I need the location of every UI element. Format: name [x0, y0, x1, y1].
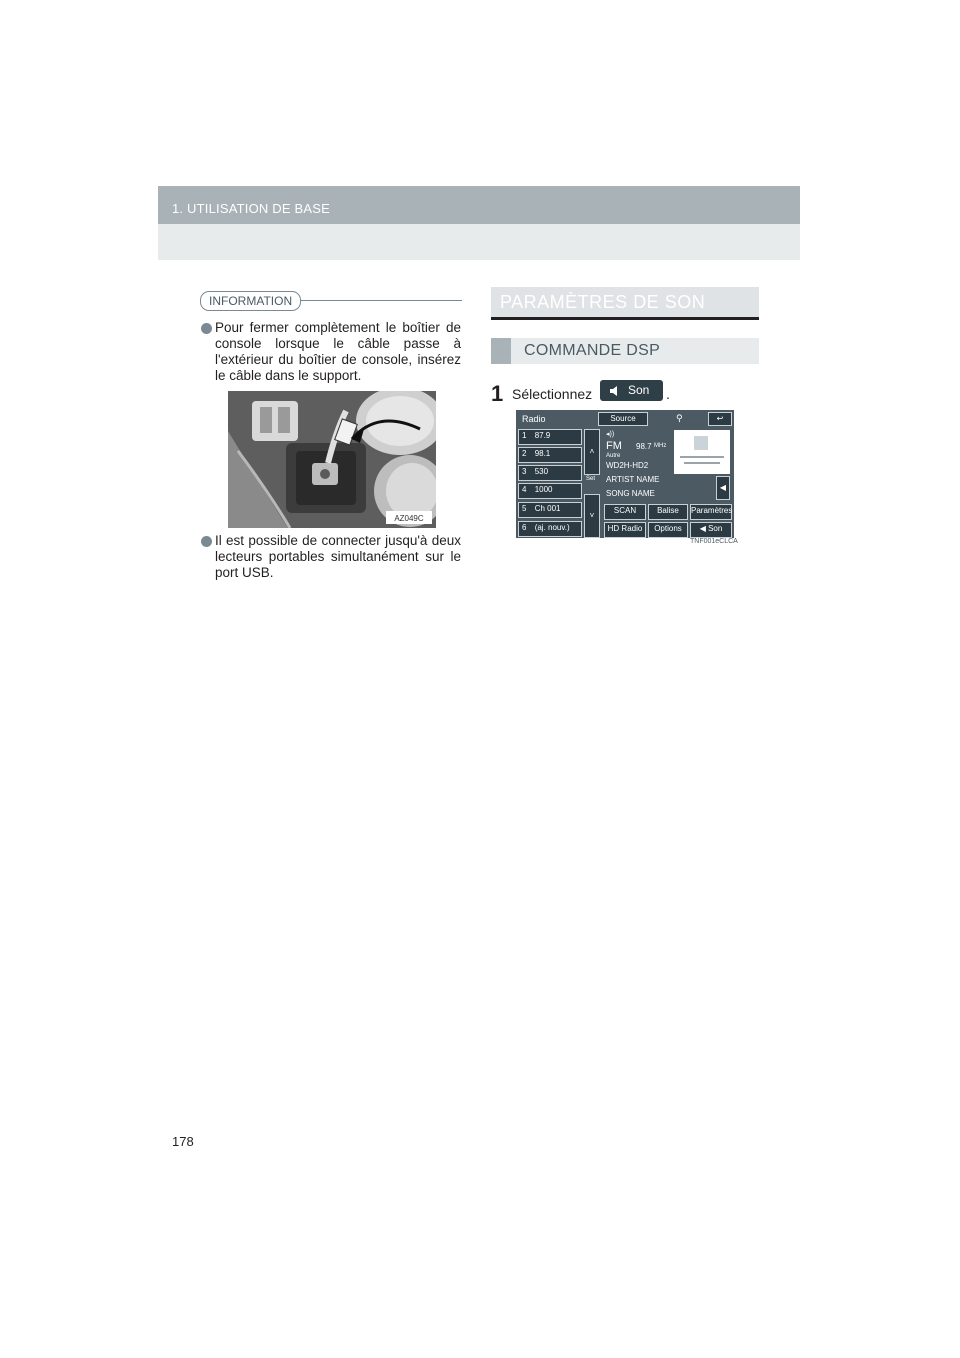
back-button[interactable] — [708, 412, 732, 426]
preset-button-5[interactable] — [518, 502, 582, 518]
source-button[interactable]: Source — [598, 412, 648, 426]
album-art — [674, 430, 730, 474]
preset-button-3[interactable] — [518, 465, 582, 481]
preset-num: 4 — [522, 485, 527, 494]
section-title: PARAMÈTRES DE SON — [500, 292, 706, 312]
preset-button-6[interactable] — [518, 521, 582, 537]
radio-screen — [516, 410, 734, 538]
son-button-inline — [600, 380, 663, 401]
preset-label: (aj. nouv.) — [534, 523, 570, 532]
station-label: WD2H-HD2 — [606, 461, 649, 470]
info-paragraph-1: Pour fermer complètement le boîtier de console lorsque le câble passe à l'extérieur du boîtier de console, insérez le câble dans le support. — [215, 320, 461, 383]
preset-num: 3 — [522, 467, 527, 476]
preset-label: 87.9 — [534, 431, 551, 440]
balise-button[interactable]: Balise — [648, 504, 688, 520]
artist-label: ARTIST NAME — [606, 475, 660, 484]
frequency-unit: MHz — [654, 443, 667, 449]
signal-icon: ◂)) — [606, 431, 615, 438]
preset-button-4[interactable] — [518, 483, 582, 499]
console-illustration — [228, 391, 436, 528]
scroll-down-button[interactable] — [584, 494, 600, 538]
photo-code: AZ049C — [394, 514, 424, 523]
preset-num: 1 — [522, 431, 527, 440]
step-number: 1 — [491, 381, 504, 406]
preset-label: 98.1 — [534, 449, 551, 458]
section-title-rule — [491, 317, 759, 320]
mic-icon: ⚲ — [676, 413, 683, 423]
bullet-icon — [201, 536, 212, 547]
chevron-up-icon: ˄ — [589, 447, 595, 456]
subsection-title: COMMANDE DSP — [524, 342, 661, 359]
chapter-title: 1. UTILISATION DE BASE — [172, 201, 331, 216]
arrow-left-icon: ◀ — [719, 483, 727, 492]
band-label: FM — [606, 440, 622, 452]
screen-title: Radio — [522, 414, 546, 424]
step-period: . — [666, 386, 670, 402]
preset-num: 2 — [522, 449, 527, 458]
subsection-marker — [491, 338, 511, 364]
screen-image-code: TNF001eCLCA — [690, 538, 738, 545]
scan-button[interactable]: SCAN — [604, 504, 646, 520]
console-photo — [228, 391, 436, 528]
options-button[interactable]: Options — [648, 522, 688, 538]
hd-radio-button[interactable]: HD Radio — [604, 522, 646, 538]
genre-label: Autre — [606, 453, 621, 459]
preset-label: 1000 — [534, 485, 553, 494]
song-label: SONG NAME — [606, 489, 655, 498]
preset-button-2[interactable] — [518, 447, 582, 463]
back-icon: ↩ — [716, 414, 724, 423]
preset-label: 530 — [534, 467, 549, 476]
scroll-up-button[interactable] — [584, 429, 600, 475]
parametres-button[interactable]: Paramètres — [690, 504, 732, 520]
step-text: Sélectionnez — [512, 386, 593, 402]
set-label: Set — [586, 476, 596, 482]
speaker-icon — [609, 385, 623, 397]
preset-num: 5 — [522, 504, 527, 513]
son-button-text: Son — [708, 524, 723, 533]
son-button-label: Son — [628, 383, 650, 397]
preset-button-1[interactable] — [518, 429, 582, 445]
son-button[interactable] — [690, 522, 732, 538]
info-paragraph-2: Il est possible de connecter jusqu'à deux lecteurs portables simultanément sur le port USB. — [215, 533, 461, 580]
page-number: 178 — [172, 1134, 194, 1149]
speaker-icon: ◀ — [699, 524, 706, 533]
info-label: INFORMATION — [200, 291, 301, 311]
preset-num: 6 — [522, 523, 527, 532]
album-art-icon — [694, 436, 708, 450]
side-arrow-button[interactable] — [716, 476, 730, 500]
chevron-down-icon: ˅ — [589, 511, 595, 520]
frequency-value: 98.7 — [636, 442, 652, 451]
bullet-icon — [201, 323, 212, 334]
preset-label: Ch 001 — [534, 504, 561, 513]
